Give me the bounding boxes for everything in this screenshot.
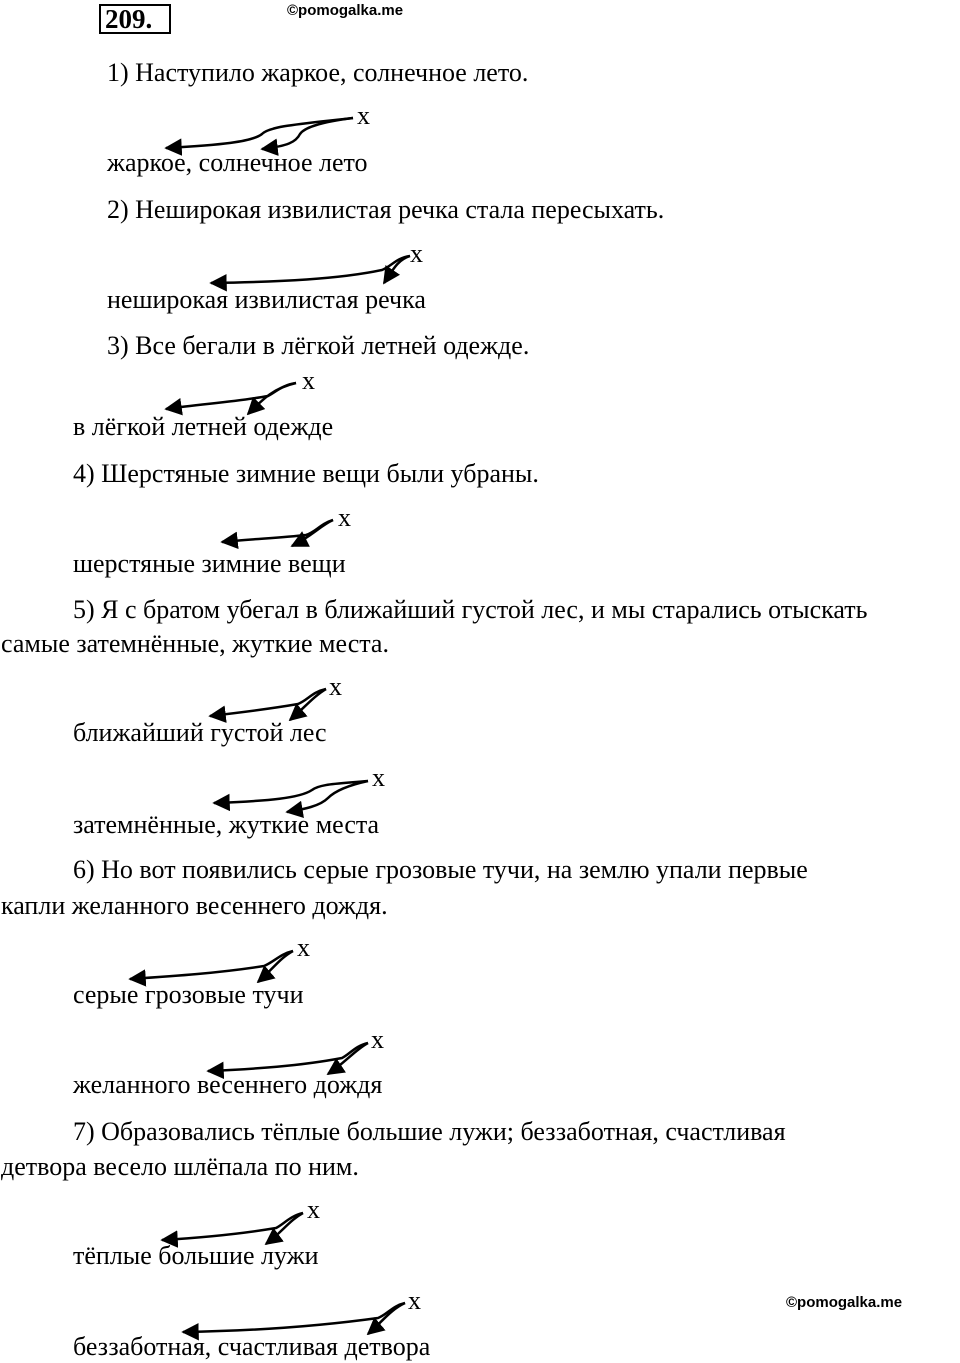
head-mark-5b: x [372,763,385,792]
sentence-5-line-2: самые затемнённые, жуткие места. [1,629,389,658]
sentence-4: 4) Шерстяные зимние вещи были убраны. [73,459,539,488]
phrase-4: шерстяные зимние вещи [73,549,346,578]
sentence-6-line-2: капли желанного весеннего дождя. [1,891,388,920]
sentence-5-line-1: 5) Я с братом убегал в ближайший густой лес, и мы старались отыскать [73,595,868,624]
arrow-4b [292,520,333,546]
sentence-2: 2) Неширокая извилистая речка стала пересыхать. [107,195,665,224]
head-mark-7b: x [408,1286,421,1315]
arrow-5a [210,689,326,716]
watermark-top: ©pomogalka.me [287,2,404,19]
phrase-5a: ближайший густой лес [73,718,327,747]
head-mark-1: x [357,101,370,130]
head-mark-3: x [302,366,315,395]
phrase-6a: серые грозовые тучи [73,980,304,1009]
head-mark-6a: x [297,933,310,962]
arrow-1b [262,118,353,149]
phrase-3: в лёгкой летней одежде [73,412,334,441]
head-mark-6b: x [371,1025,384,1054]
sentence-6-line-1: 6) Но вот появились серые грозовые тучи, на землю упали первые [73,855,808,884]
arrow-7c [183,1303,405,1332]
arrow-5d [287,781,368,812]
arrow-6a [130,951,293,979]
phrase-6b: желанного весеннего дождя [73,1070,383,1099]
arrow-2b [384,256,410,283]
sentence-7-line-1: 7) Образовались тёплые большие лужи; беззаботная, счастливая [73,1117,786,1146]
arrow-3b [248,383,296,414]
sentence-3: 3) Все бегали в лёгкой летней одежде. [107,331,530,360]
arrow-4a [222,520,333,542]
head-mark-4: x [338,503,351,532]
phrase-7a: тёплые большие лужи [73,1241,319,1270]
arrow-1a [166,118,353,148]
sentence-7-line-2: детвора весело шлёпала по ним. [1,1152,359,1181]
phrase-2: неширокая извилистая речка [107,285,426,314]
exercise-number: 209. [99,4,171,34]
head-mark-7a: x [307,1195,320,1224]
sentence-1: 1) Наступило жаркое, солнечное лето. [107,58,529,87]
arrow-3a [166,383,296,409]
arrow-7a [162,1213,303,1240]
arrow-5c [214,781,368,803]
arrow-2a [211,256,410,283]
arrow-7d [368,1303,405,1334]
watermark-bottom: ©pomogalka.me [786,1294,903,1311]
arrow-5b [290,689,326,720]
head-mark-5a: x [329,672,342,701]
arrow-7b [266,1213,303,1244]
arrow-6c [208,1043,368,1071]
phrase-7b: беззаботная, счастливая детвора [73,1332,431,1361]
head-mark-2: x [410,239,423,268]
arrow-6b [258,951,293,982]
phrase-1: жаркое, солнечное лето [107,148,368,177]
phrase-5b: затемнённые, жуткие места [73,810,380,839]
